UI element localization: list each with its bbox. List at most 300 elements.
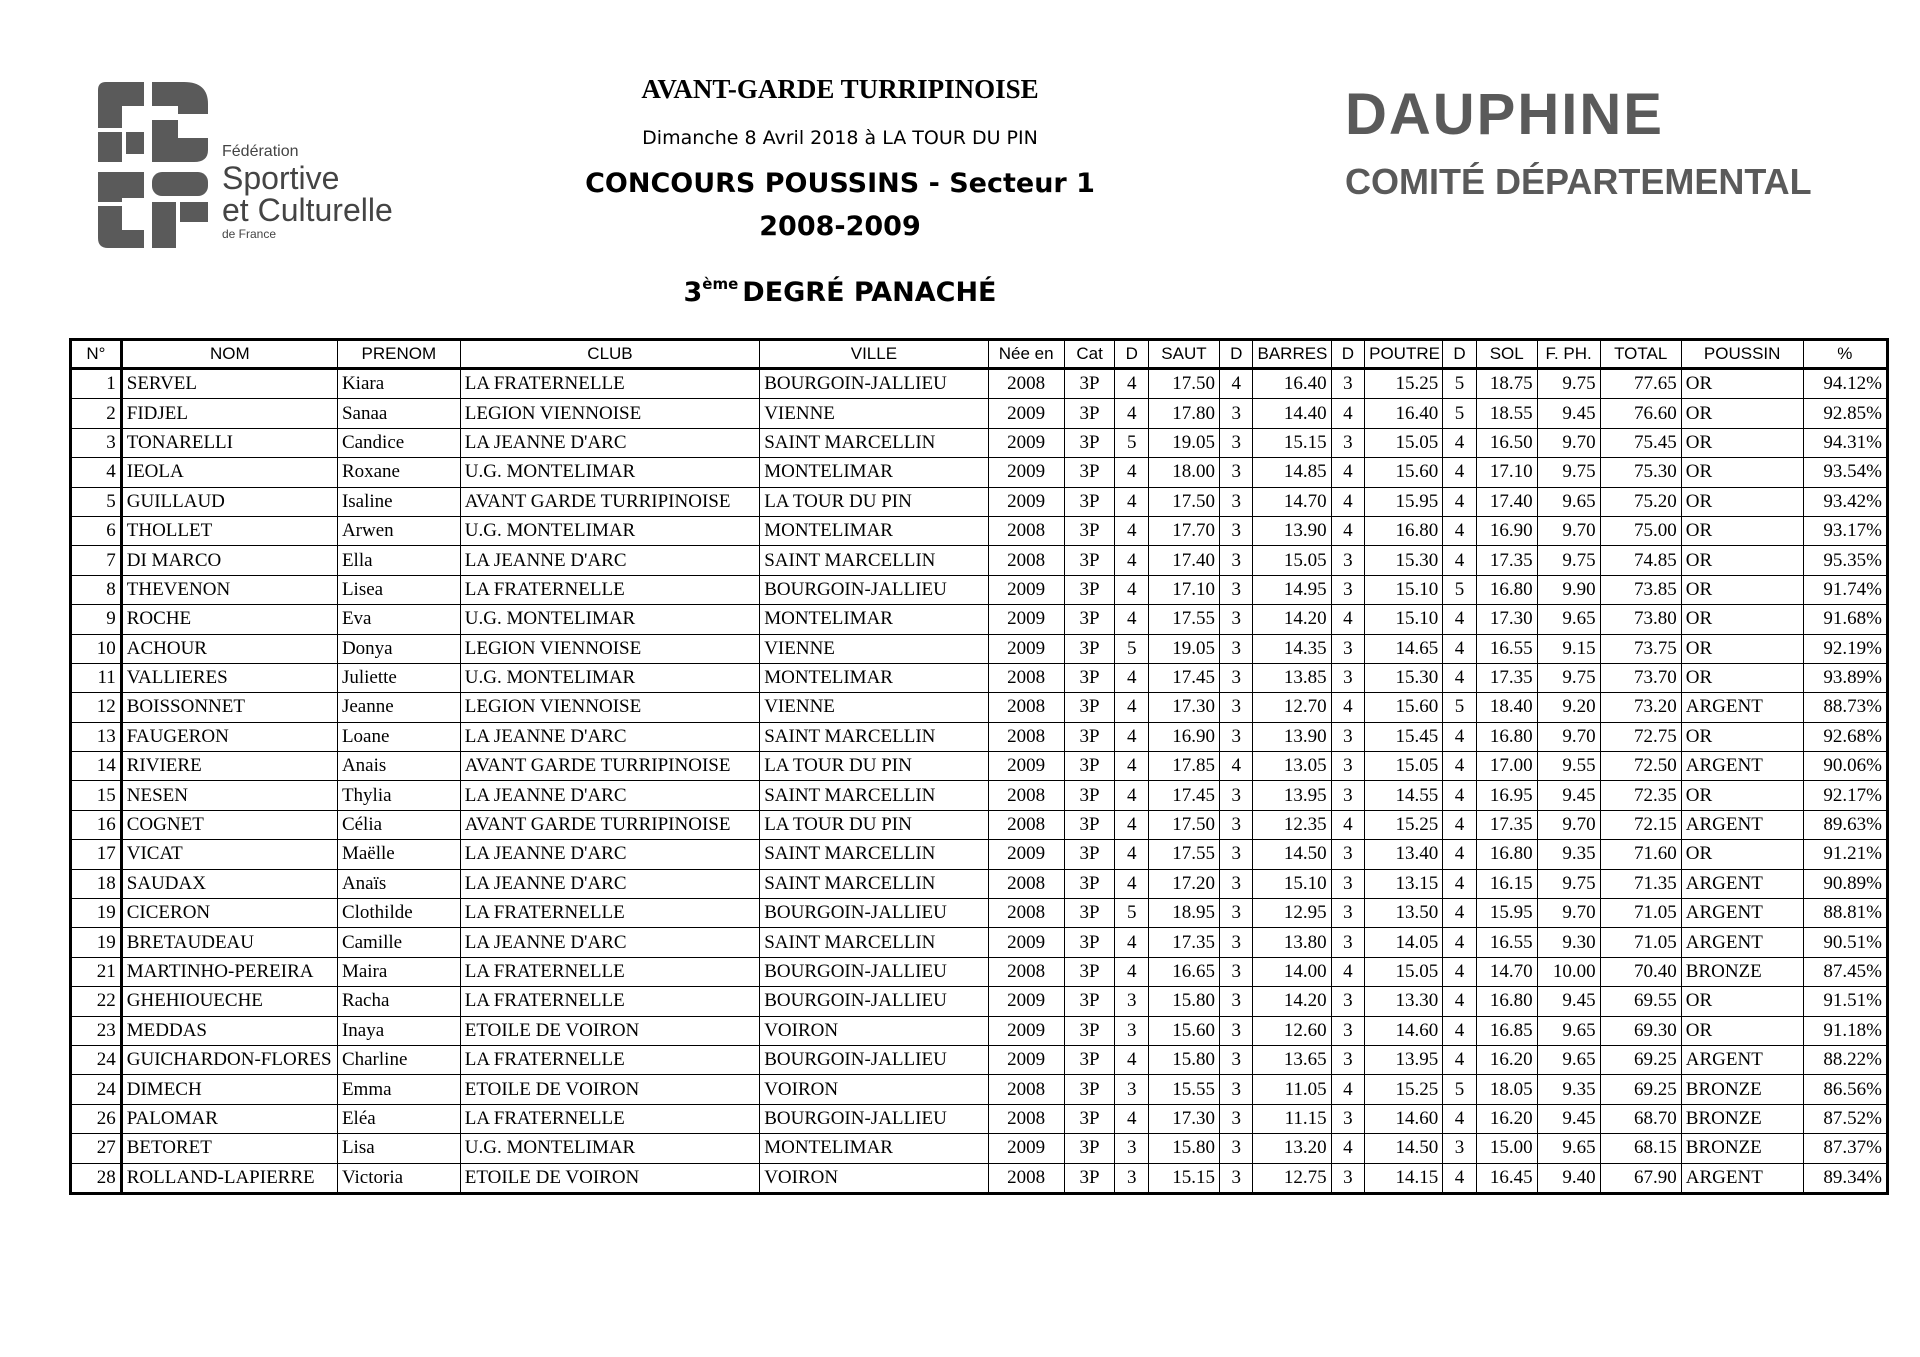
col-f-ph-cell: 9.20 (1537, 693, 1600, 722)
fscf-logo-mark-icon (96, 80, 216, 250)
col-nee-en-cell: 2009 (988, 987, 1064, 1016)
col-prenom-header: PRENOM (337, 340, 460, 369)
col-percent-cell: 93.17% (1803, 516, 1887, 545)
col-ville-cell: BOURGOIN-JALLIEU (760, 957, 988, 986)
col-percent-cell: 93.54% (1803, 458, 1887, 487)
col-club-cell: LA FRATERNELLE (460, 957, 759, 986)
col-barres-cell: 11.05 (1253, 1075, 1331, 1104)
col-percent-cell: 87.37% (1803, 1134, 1887, 1163)
col-poutre-cell: 14.65 (1365, 634, 1443, 663)
col-d-barres-cell: 3 (1220, 634, 1253, 663)
col-d-barres-cell: 3 (1220, 1045, 1253, 1074)
col-prenom-cell: Racha (337, 987, 460, 1016)
col-d-poutre-cell: 3 (1331, 987, 1364, 1016)
col-nom-cell: BRETAUDEAU (121, 928, 337, 957)
col-poussin-cell: OR (1681, 575, 1803, 604)
col-total-cell: 69.30 (1600, 1016, 1681, 1045)
col-nee-en-cell: 2008 (988, 899, 1064, 928)
col-nom-cell: ROLLAND-LAPIERRE (121, 1163, 337, 1193)
col-d-saut-cell: 4 (1115, 928, 1148, 957)
col-rank-cell: 1 (71, 369, 122, 399)
col-rank-cell: 13 (71, 722, 122, 751)
table-row (71, 369, 1888, 399)
col-d-saut-cell: 3 (1115, 1163, 1148, 1193)
col-percent-cell: 94.12% (1803, 369, 1887, 399)
col-ville-cell: SAINT MARCELLIN (760, 428, 988, 457)
col-barres-cell: 14.40 (1253, 399, 1331, 428)
col-d-sol-cell: 4 (1443, 840, 1476, 869)
col-saut-cell: 17.30 (1148, 693, 1219, 722)
col-d-poutre-cell: 4 (1331, 516, 1364, 545)
col-sol-cell: 16.80 (1476, 987, 1537, 1016)
col-barres-cell: 15.10 (1253, 869, 1331, 898)
col-percent-cell: 91.74% (1803, 575, 1887, 604)
col-percent-cell: 95.35% (1803, 546, 1887, 575)
col-nom-cell: BOISSONNET (121, 693, 337, 722)
col-d-sol-cell: 4 (1443, 810, 1476, 839)
col-poussin-cell: ARGENT (1681, 1045, 1803, 1074)
col-poutre-cell: 13.95 (1365, 1045, 1443, 1074)
col-barres-cell: 12.75 (1253, 1163, 1331, 1193)
col-prenom-cell: Jeanne (337, 693, 460, 722)
col-d-sol-cell: 4 (1443, 428, 1476, 457)
col-ville-cell: BOURGOIN-JALLIEU (760, 575, 988, 604)
col-percent-cell: 88.81% (1803, 899, 1887, 928)
col-rank-cell: 23 (71, 1016, 122, 1045)
col-f-ph-cell: 9.65 (1537, 605, 1600, 634)
col-ville-cell: SAINT MARCELLIN (760, 869, 988, 898)
col-poutre-cell: 13.50 (1365, 899, 1443, 928)
col-nom-cell: NESEN (121, 781, 337, 810)
col-saut-cell: 18.95 (1148, 899, 1219, 928)
table-row (71, 1075, 1888, 1104)
col-nee-en-cell: 2009 (988, 575, 1064, 604)
col-d-saut-cell: 3 (1115, 987, 1148, 1016)
col-prenom-cell: Ella (337, 546, 460, 575)
table-body (71, 369, 1888, 1194)
col-sol-cell: 15.00 (1476, 1134, 1537, 1163)
table-row (71, 575, 1888, 604)
col-poussin-cell: OR (1681, 516, 1803, 545)
col-barres-cell: 13.90 (1253, 722, 1331, 751)
col-barres-cell: 13.65 (1253, 1045, 1331, 1074)
col-rank-cell: 19 (71, 928, 122, 957)
col-d-poutre-cell: 3 (1331, 781, 1364, 810)
table-header-row (71, 340, 1888, 369)
col-total-cell: 72.15 (1600, 810, 1681, 839)
col-d-sol-cell: 5 (1443, 369, 1476, 399)
table-row (71, 428, 1888, 457)
col-d-saut-cell: 4 (1115, 1045, 1148, 1074)
col-total-cell: 72.35 (1600, 781, 1681, 810)
col-barres-cell: 13.20 (1253, 1134, 1331, 1163)
col-d-poutre-cell: 4 (1331, 399, 1364, 428)
col-d-saut-cell: 3 (1115, 1134, 1148, 1163)
col-sol-cell: 15.95 (1476, 899, 1537, 928)
col-sol-cell: 17.35 (1476, 810, 1537, 839)
col-barres-header: BARRES (1253, 340, 1331, 369)
col-nee-en-cell: 2008 (988, 869, 1064, 898)
col-poussin-cell: OR (1681, 781, 1803, 810)
col-d-poutre-cell: 3 (1331, 840, 1364, 869)
col-total-cell: 68.15 (1600, 1134, 1681, 1163)
col-poutre-cell: 15.25 (1365, 810, 1443, 839)
col-sol-cell: 17.30 (1476, 605, 1537, 634)
col-d-poutre-cell: 4 (1331, 605, 1364, 634)
col-d-saut-cell: 4 (1115, 605, 1148, 634)
col-club-cell: U.G. MONTELIMAR (460, 663, 759, 692)
col-poussin-cell: ARGENT (1681, 1163, 1803, 1193)
col-poussin-cell: ARGENT (1681, 869, 1803, 898)
col-total-cell: 71.05 (1600, 899, 1681, 928)
col-percent-cell: 89.63% (1803, 810, 1887, 839)
col-d-sol-cell: 4 (1443, 1163, 1476, 1193)
table-row (71, 1104, 1888, 1133)
col-f-ph-cell: 9.75 (1537, 663, 1600, 692)
col-d-saut-cell: 5 (1115, 634, 1148, 663)
logo-sportive-text: Sportive (222, 160, 340, 196)
col-rank-cell: 22 (71, 987, 122, 1016)
col-d-sol-cell: 4 (1443, 458, 1476, 487)
col-percent-cell: 87.52% (1803, 1104, 1887, 1133)
col-d-poutre-cell: 4 (1331, 1134, 1364, 1163)
col-poussin-cell: BRONZE (1681, 1134, 1803, 1163)
col-barres-cell: 14.20 (1253, 605, 1331, 634)
col-poutre-cell: 16.80 (1365, 516, 1443, 545)
col-rank-cell: 8 (71, 575, 122, 604)
col-d-poutre-cell: 4 (1331, 458, 1364, 487)
col-rank-cell: 18 (71, 869, 122, 898)
col-d-poutre-cell: 3 (1331, 1016, 1364, 1045)
col-cat-cell: 3P (1064, 1045, 1115, 1074)
col-nom-cell: COGNET (121, 810, 337, 839)
col-poussin-cell: OR (1681, 1016, 1803, 1045)
col-d-saut-cell: 4 (1115, 810, 1148, 839)
col-d-sol-cell: 5 (1443, 575, 1476, 604)
col-barres-cell: 14.35 (1253, 634, 1331, 663)
col-prenom-cell: Maira (337, 957, 460, 986)
col-d-barres-cell: 3 (1220, 663, 1253, 692)
col-barres-cell: 16.40 (1253, 369, 1331, 399)
col-total-cell: 75.45 (1600, 428, 1681, 457)
col-nee-en-header: Née en (988, 340, 1064, 369)
col-saut-cell: 18.00 (1148, 458, 1219, 487)
col-cat-cell: 3P (1064, 1134, 1115, 1163)
col-saut-cell: 17.50 (1148, 810, 1219, 839)
col-cat-cell: 3P (1064, 369, 1115, 399)
col-rank-cell: 9 (71, 605, 122, 634)
col-percent-cell: 86.56% (1803, 1075, 1887, 1104)
col-cat-cell: 3P (1064, 487, 1115, 516)
col-d-poutre-cell: 3 (1331, 634, 1364, 663)
col-prenom-cell: Maëlle (337, 840, 460, 869)
col-saut-cell: 17.85 (1148, 752, 1219, 781)
degree-number: 3 (683, 277, 703, 308)
col-d-saut-cell: 3 (1115, 1075, 1148, 1104)
table-row (71, 840, 1888, 869)
col-nee-en-cell: 2009 (988, 428, 1064, 457)
event-date-place: Dimanche 8 Avril 2018 à LA TOUR DU PIN (642, 127, 1038, 149)
col-club-cell: LA FRATERNELLE (460, 987, 759, 1016)
col-d-barres-cell: 3 (1220, 957, 1253, 986)
col-cat-cell: 3P (1064, 693, 1115, 722)
col-club-cell: LA FRATERNELLE (460, 1104, 759, 1133)
col-nom-cell: DI MARCO (121, 546, 337, 575)
col-club-cell: ETOILE DE VOIRON (460, 1163, 759, 1193)
col-d-barres-cell: 3 (1220, 781, 1253, 810)
col-nom-cell: GHEHIOUECHE (121, 987, 337, 1016)
col-saut-cell: 17.55 (1148, 840, 1219, 869)
col-rank-cell: 3 (71, 428, 122, 457)
col-cat-cell: 3P (1064, 899, 1115, 928)
col-d-sol-header: D (1443, 340, 1476, 369)
col-total-cell: 75.20 (1600, 487, 1681, 516)
col-poussin-cell: OR (1681, 458, 1803, 487)
col-nom-cell: GUILLAUD (121, 487, 337, 516)
dauphine-text: DAUPHINE (1345, 82, 1664, 147)
col-club-cell: AVANT GARDE TURRIPINOISE (460, 810, 759, 839)
col-total-cell: 73.20 (1600, 693, 1681, 722)
col-nom-cell: FIDJEL (121, 399, 337, 428)
col-cat-cell: 3P (1064, 428, 1115, 457)
col-cat-cell: 3P (1064, 722, 1115, 751)
col-d-barres-cell: 3 (1220, 840, 1253, 869)
col-poussin-cell: BRONZE (1681, 1104, 1803, 1133)
col-cat-cell: 3P (1064, 781, 1115, 810)
col-d-poutre-cell: 3 (1331, 663, 1364, 692)
col-barres-cell: 14.20 (1253, 987, 1331, 1016)
col-sol-cell: 17.35 (1476, 546, 1537, 575)
col-ville-cell: SAINT MARCELLIN (760, 840, 988, 869)
comite-departemental-text: COMITÉ DÉPARTEMENTAL (1345, 161, 1812, 202)
col-saut-cell: 15.60 (1148, 1016, 1219, 1045)
col-nee-en-cell: 2009 (988, 487, 1064, 516)
col-d-barres-header: D (1220, 340, 1253, 369)
col-nom-cell: IEOLA (121, 458, 337, 487)
col-d-saut-header: D (1115, 340, 1148, 369)
col-poussin-cell: OR (1681, 399, 1803, 428)
col-d-sol-cell: 4 (1443, 634, 1476, 663)
col-prenom-cell: Eva (337, 605, 460, 634)
col-saut-cell: 17.20 (1148, 869, 1219, 898)
col-percent-header: % (1803, 340, 1887, 369)
col-percent-cell: 88.22% (1803, 1045, 1887, 1074)
col-d-saut-cell: 4 (1115, 693, 1148, 722)
table-row (71, 605, 1888, 634)
col-d-saut-cell: 4 (1115, 1104, 1148, 1133)
col-rank-cell: 14 (71, 752, 122, 781)
col-poussin-cell: BRONZE (1681, 1075, 1803, 1104)
col-barres-cell: 11.15 (1253, 1104, 1331, 1133)
col-sol-cell: 16.50 (1476, 428, 1537, 457)
col-d-saut-cell: 4 (1115, 516, 1148, 545)
col-nee-en-cell: 2009 (988, 1016, 1064, 1045)
col-saut-cell: 17.80 (1148, 399, 1219, 428)
col-nom-cell: GUICHARDON-FLORES (121, 1045, 337, 1074)
col-cat-cell: 3P (1064, 810, 1115, 839)
col-saut-cell: 17.40 (1148, 546, 1219, 575)
col-poussin-cell: OR (1681, 840, 1803, 869)
table-row (71, 399, 1888, 428)
col-percent-cell: 91.18% (1803, 1016, 1887, 1045)
col-sol-header: SOL (1476, 340, 1537, 369)
col-prenom-cell: Emma (337, 1075, 460, 1104)
col-sol-cell: 16.90 (1476, 516, 1537, 545)
col-f-ph-cell: 9.15 (1537, 634, 1600, 663)
col-ville-cell: SAINT MARCELLIN (760, 546, 988, 575)
col-nee-en-cell: 2009 (988, 928, 1064, 957)
col-d-saut-cell: 5 (1115, 899, 1148, 928)
col-nom-cell: ROCHE (121, 605, 337, 634)
col-saut-cell: 17.70 (1148, 516, 1219, 545)
col-total-cell: 74.85 (1600, 546, 1681, 575)
col-sol-cell: 18.75 (1476, 369, 1537, 399)
col-sol-cell: 16.95 (1476, 781, 1537, 810)
col-percent-cell: 89.34% (1803, 1163, 1887, 1193)
col-ville-cell: BOURGOIN-JALLIEU (760, 899, 988, 928)
col-d-barres-cell: 3 (1220, 722, 1253, 751)
table-row (71, 752, 1888, 781)
table-row (71, 987, 1888, 1016)
col-d-sol-cell: 4 (1443, 752, 1476, 781)
col-sol-cell: 16.85 (1476, 1016, 1537, 1045)
col-d-saut-cell: 4 (1115, 781, 1148, 810)
col-f-ph-cell: 9.45 (1537, 781, 1600, 810)
col-barres-cell: 14.00 (1253, 957, 1331, 986)
col-d-barres-cell: 3 (1220, 1016, 1253, 1045)
col-club-cell: LA JEANNE D'ARC (460, 428, 759, 457)
col-d-poutre-cell: 3 (1331, 869, 1364, 898)
col-f-ph-cell: 9.40 (1537, 1163, 1600, 1193)
col-barres-cell: 13.90 (1253, 516, 1331, 545)
col-ville-cell: VIENNE (760, 634, 988, 663)
col-poutre-cell: 15.10 (1365, 575, 1443, 604)
col-d-barres-cell: 3 (1220, 1134, 1253, 1163)
col-poussin-cell: OR (1681, 605, 1803, 634)
col-poutre-cell: 15.05 (1365, 428, 1443, 457)
col-club-header: CLUB (460, 340, 759, 369)
col-prenom-cell: Loane (337, 722, 460, 751)
col-saut-cell: 16.90 (1148, 722, 1219, 751)
col-f-ph-cell: 9.35 (1537, 840, 1600, 869)
col-percent-cell: 92.85% (1803, 399, 1887, 428)
col-poutre-cell: 14.60 (1365, 1016, 1443, 1045)
col-prenom-cell: Célia (337, 810, 460, 839)
col-d-sol-cell: 4 (1443, 722, 1476, 751)
competition-years: 2008-2009 (759, 211, 921, 242)
col-poutre-cell: 16.40 (1365, 399, 1443, 428)
col-f-ph-cell: 9.55 (1537, 752, 1600, 781)
table-row (71, 458, 1888, 487)
col-poutre-cell: 15.10 (1365, 605, 1443, 634)
col-barres-cell: 12.35 (1253, 810, 1331, 839)
col-d-sol-cell: 5 (1443, 1075, 1476, 1104)
col-rank-cell: 15 (71, 781, 122, 810)
col-club-cell: LA JEANNE D'ARC (460, 840, 759, 869)
col-f-ph-cell: 9.45 (1537, 399, 1600, 428)
col-poutre-cell: 13.30 (1365, 987, 1443, 1016)
logo-culturelle-text: et Culturelle (222, 192, 393, 228)
table-row (71, 546, 1888, 575)
col-saut-cell: 17.35 (1148, 928, 1219, 957)
col-saut-cell: 17.55 (1148, 605, 1219, 634)
col-barres-cell: 13.80 (1253, 928, 1331, 957)
col-d-saut-cell: 4 (1115, 752, 1148, 781)
col-poussin-cell: OR (1681, 546, 1803, 575)
col-poutre-cell: 14.15 (1365, 1163, 1443, 1193)
logo-de-france-text: de France (222, 227, 277, 241)
col-saut-header: SAUT (1148, 340, 1219, 369)
col-saut-cell: 15.80 (1148, 1134, 1219, 1163)
col-poutre-cell: 14.55 (1365, 781, 1443, 810)
col-club-cell: U.G. MONTELIMAR (460, 605, 759, 634)
col-club-cell: LA FRATERNELLE (460, 369, 759, 399)
table-row (71, 781, 1888, 810)
col-poussin-cell: ARGENT (1681, 752, 1803, 781)
col-club-cell: U.G. MONTELIMAR (460, 516, 759, 545)
col-d-sol-cell: 4 (1443, 899, 1476, 928)
competition-title: CONCOURS POUSSINS - Secteur 1 (585, 168, 1095, 199)
col-d-saut-cell: 4 (1115, 487, 1148, 516)
col-saut-cell: 17.45 (1148, 663, 1219, 692)
col-d-barres-cell: 3 (1220, 1104, 1253, 1133)
col-f-ph-cell: 9.70 (1537, 810, 1600, 839)
col-d-barres-cell: 3 (1220, 869, 1253, 898)
col-poussin-cell: OR (1681, 487, 1803, 516)
col-d-sol-cell: 4 (1443, 1104, 1476, 1133)
degree-label: DEGRÉ PANACHÉ (742, 277, 997, 308)
col-prenom-cell: Arwen (337, 516, 460, 545)
table-row (71, 810, 1888, 839)
col-total-cell: 71.60 (1600, 840, 1681, 869)
col-cat-cell: 3P (1064, 987, 1115, 1016)
col-poutre-cell: 15.30 (1365, 663, 1443, 692)
col-club-cell: LA JEANNE D'ARC (460, 546, 759, 575)
col-prenom-cell: Thylia (337, 781, 460, 810)
col-poutre-cell: 13.40 (1365, 840, 1443, 869)
col-percent-cell: 91.51% (1803, 987, 1887, 1016)
col-cat-cell: 3P (1064, 928, 1115, 957)
col-nom-cell: DIMECH (121, 1075, 337, 1104)
col-d-barres-cell: 3 (1220, 428, 1253, 457)
col-prenom-cell: Inaya (337, 1016, 460, 1045)
col-d-poutre-cell: 3 (1331, 928, 1364, 957)
col-barres-cell: 15.05 (1253, 546, 1331, 575)
col-nee-en-cell: 2009 (988, 399, 1064, 428)
col-ville-cell: SAINT MARCELLIN (760, 781, 988, 810)
col-d-sol-cell: 4 (1443, 1045, 1476, 1074)
fscf-logo (96, 80, 426, 250)
col-ville-cell: VOIRON (760, 1163, 988, 1193)
col-poutre-cell: 15.45 (1365, 722, 1443, 751)
col-d-barres-cell: 3 (1220, 575, 1253, 604)
col-total-cell: 69.25 (1600, 1045, 1681, 1074)
col-f-ph-cell: 9.70 (1537, 428, 1600, 457)
col-club-cell: LEGION VIENNOISE (460, 693, 759, 722)
col-sol-cell: 16.55 (1476, 634, 1537, 663)
col-saut-cell: 19.05 (1148, 634, 1219, 663)
col-nom-cell: CICERON (121, 899, 337, 928)
col-prenom-cell: Lisea (337, 575, 460, 604)
table-row (71, 957, 1888, 986)
col-sol-cell: 17.10 (1476, 458, 1537, 487)
col-club-cell: AVANT GARDE TURRIPINOISE (460, 752, 759, 781)
col-poussin-cell: OR (1681, 634, 1803, 663)
col-d-sol-cell: 5 (1443, 693, 1476, 722)
col-nee-en-cell: 2008 (988, 1075, 1064, 1104)
col-cat-cell: 3P (1064, 957, 1115, 986)
col-sol-cell: 16.15 (1476, 869, 1537, 898)
